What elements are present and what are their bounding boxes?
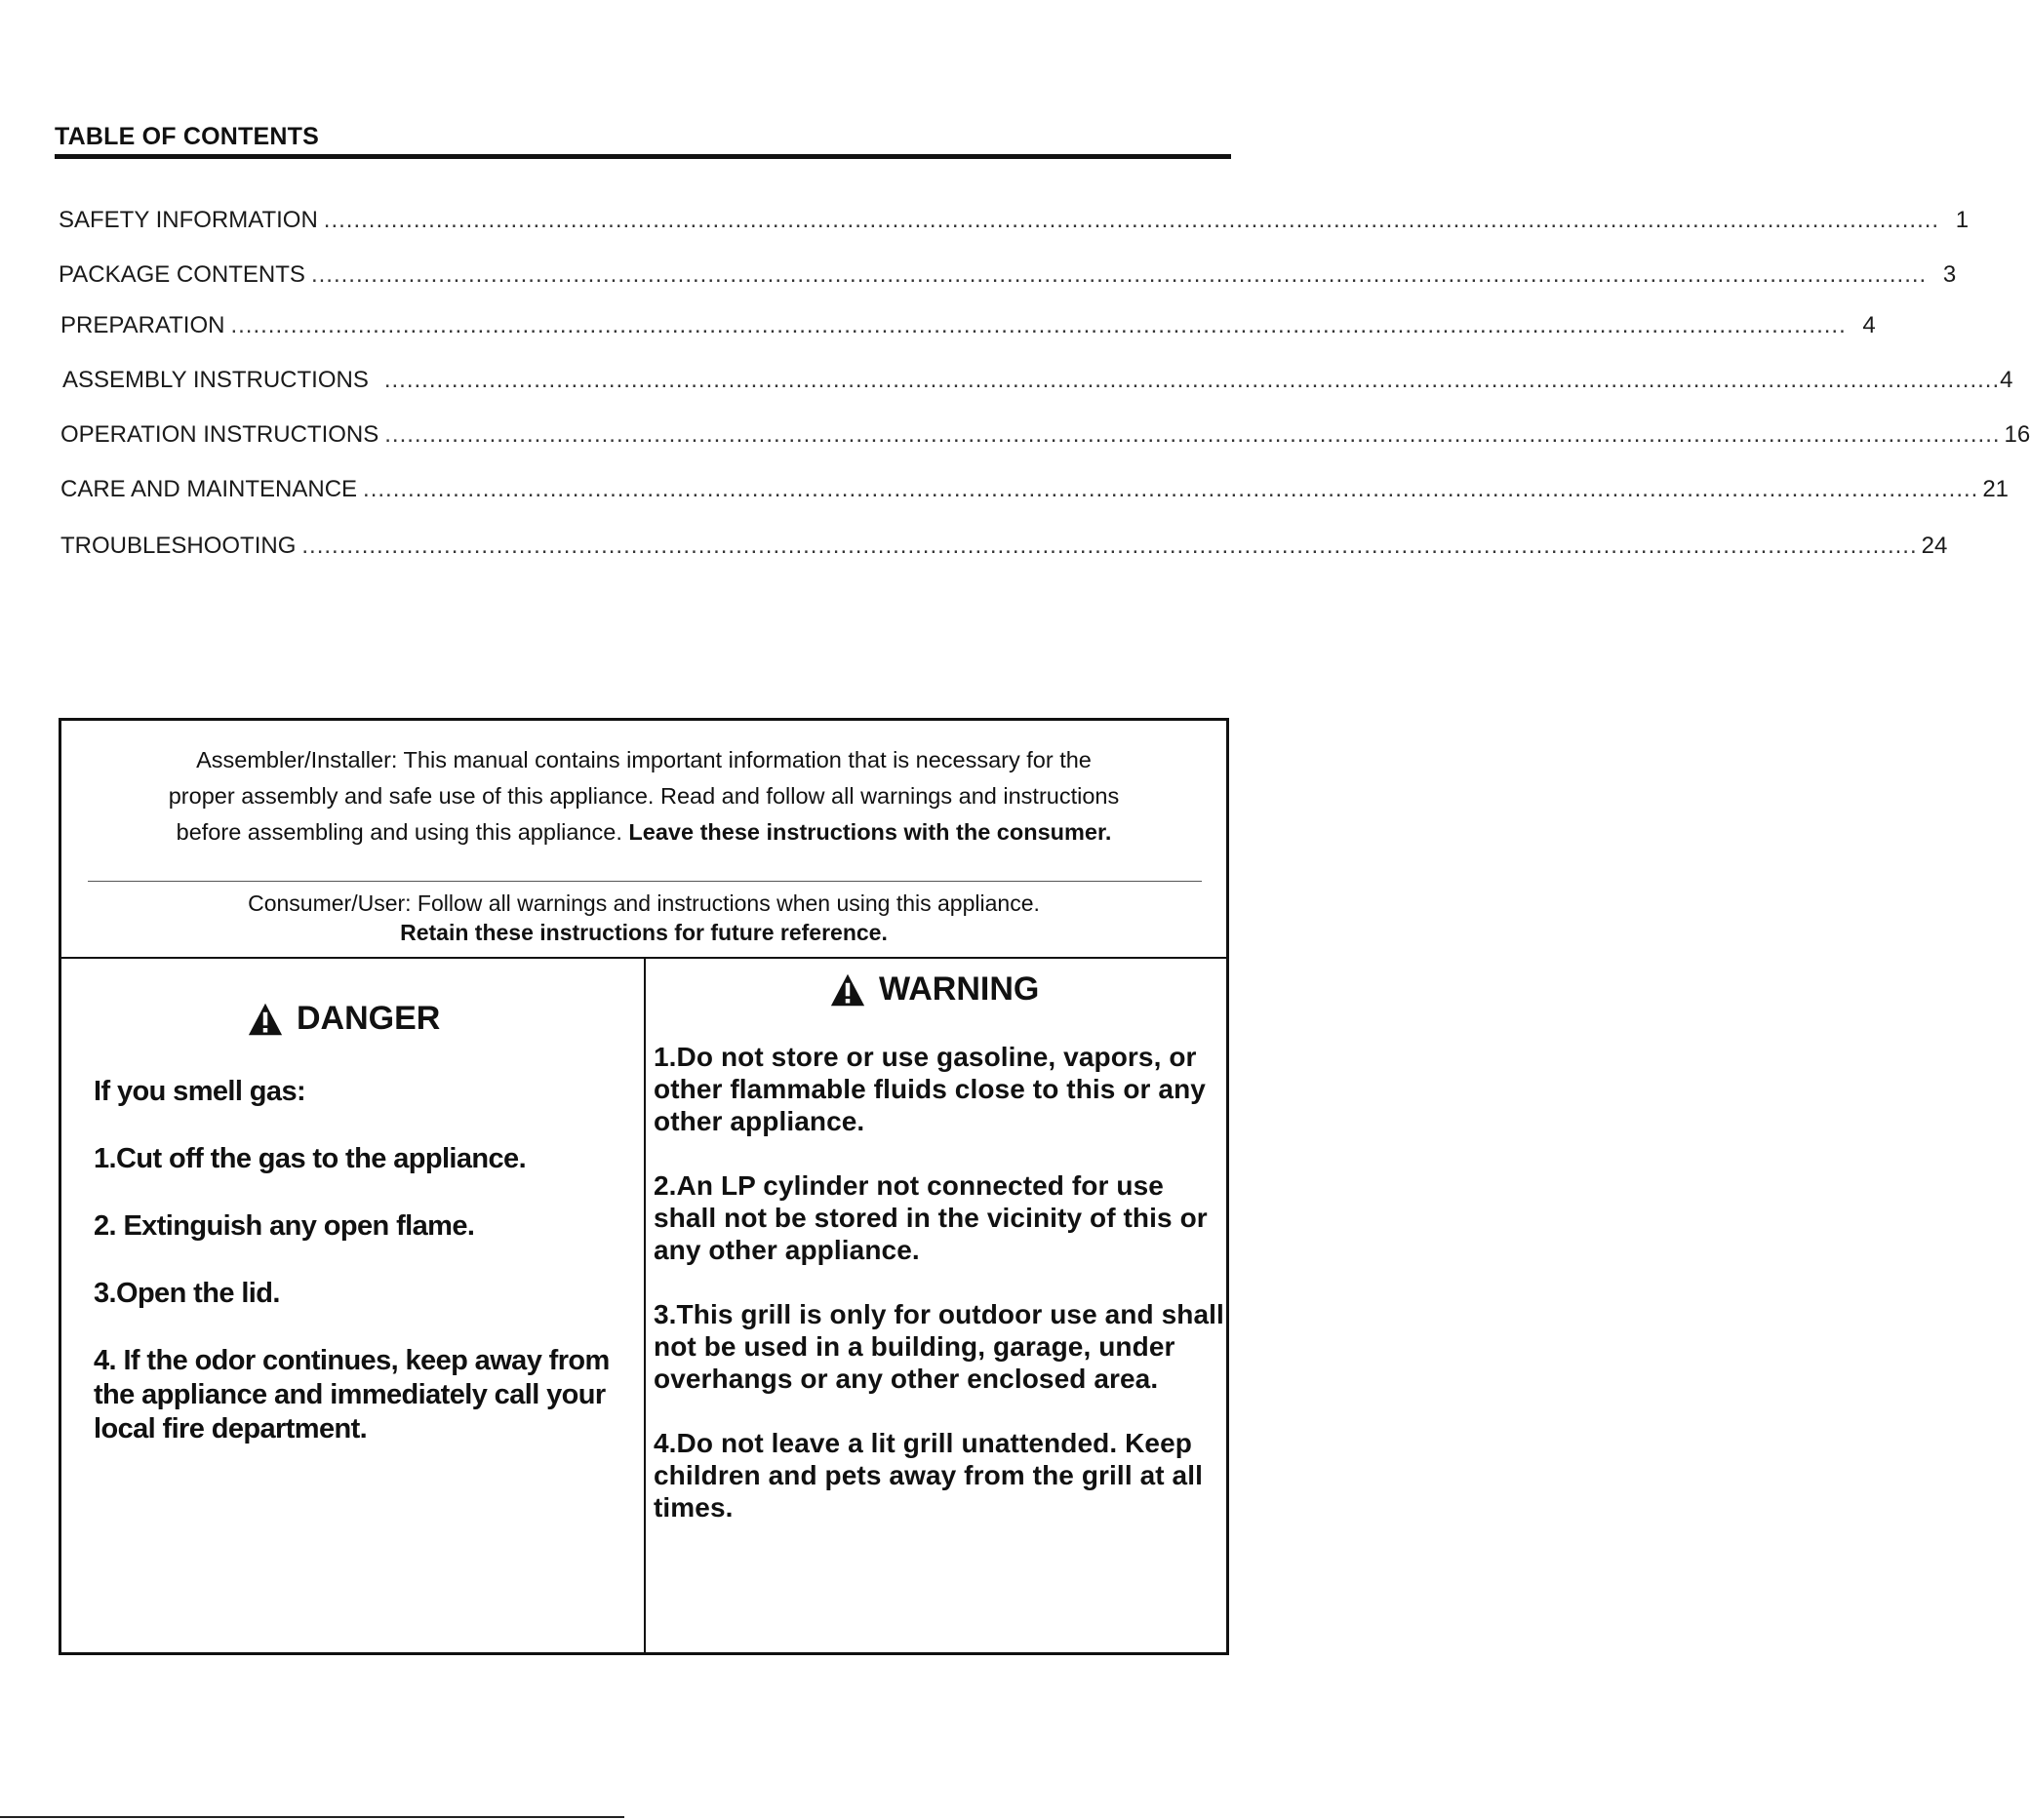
toc-leader-dots: ........................................................................................................................................................................................................................ xyxy=(301,533,1918,559)
danger-item: 4. If the odor continues, keep away from the appliance and immediately call your local fire department. xyxy=(94,1345,610,1444)
page-bottom-rule xyxy=(0,1816,624,1818)
toc-leader-dots: ........................................................................................................................................................................................................................ xyxy=(230,312,1847,338)
installer-line: proper assembly and safe use of this appliance. Read and follow all warnings and instructions xyxy=(168,783,1120,809)
warning-title xyxy=(830,970,1039,1009)
warning-title-text: WARNING xyxy=(879,970,1040,1008)
toc-entry-page: 24 xyxy=(1921,533,1948,559)
toc-entry xyxy=(59,261,1957,295)
toc-entry xyxy=(60,476,2010,509)
warning-item: 1.Do not store or use gasoline, vapors, or other flammable fluids close to this or any other appliance. xyxy=(654,1042,1206,1136)
installer-line xyxy=(61,814,1226,851)
toc-heading: TABLE OF CONTENTS xyxy=(55,123,319,150)
toc-entry-title: CARE AND MAINTENANCE xyxy=(60,476,358,502)
installer-bold-text: Leave these instructions with the consumer. xyxy=(628,819,1112,845)
safety-notice-box xyxy=(59,718,1229,1655)
warning-item: 4.Do not leave a lit grill unattended. Keep children and pets away from the grill at all times. xyxy=(654,1428,1203,1523)
danger-instructions xyxy=(94,1075,625,1480)
warning-item: 3.This grill is only for outdoor use and shall not be used in a building, garage, under overhangs or any other enclosed area. xyxy=(654,1299,1224,1394)
toc-entry-page: 3 xyxy=(1942,261,1957,288)
danger-item: 2. Extinguish any open flame. xyxy=(94,1210,475,1242)
toc-entry-title: ASSEMBLY INSTRUCTIONS xyxy=(62,367,369,393)
danger-intro: If you smell gas: xyxy=(94,1076,306,1107)
toc-entry-title: PREPARATION xyxy=(60,312,225,338)
column-divider xyxy=(644,957,646,1655)
toc-entry xyxy=(59,207,1970,240)
toc-heading-rule xyxy=(55,154,1231,159)
notice-divider xyxy=(88,881,1202,882)
warning-triangle-icon xyxy=(830,972,865,1008)
toc-entry: ASSEMBLY INSTRUCTIONS ........................................................................................................................................................................................................................ 4 xyxy=(62,367,2013,393)
danger-item: 3.Open the lid. xyxy=(94,1278,280,1309)
toc-entry xyxy=(60,421,2030,455)
consumer-notice xyxy=(61,889,1226,947)
warning-triangle-icon xyxy=(248,1002,283,1037)
toc-entry-title: TROUBLESHOOTING xyxy=(60,533,297,559)
toc-leader-dots: ........................................................................................................................................................................................................................ xyxy=(310,261,1928,288)
toc-entry-title: PACKAGE CONTENTS xyxy=(59,261,305,288)
toc-leader-dots: ........................................................................................................................................................................................................................ xyxy=(384,421,2001,448)
installer-line: Assembler/Installer: This manual contains important information that is necessary for the xyxy=(196,747,1092,772)
toc-entry-page: 1 xyxy=(1955,207,1970,233)
installer-line-text: before assembling and using this appliance. xyxy=(176,819,629,845)
warning-instructions xyxy=(654,1041,1229,1556)
toc-entry-page: 16 xyxy=(2004,421,2030,448)
toc-leader-dots: ........................................................................................................................................................................................................................ xyxy=(383,367,2001,393)
toc-entry xyxy=(60,533,1948,566)
toc-entry-title: SAFETY INFORMATION xyxy=(59,207,318,233)
consumer-line: Consumer/User: Follow all warnings and instructions when using this appliance. xyxy=(248,890,1040,916)
warning-item: 2.An LP cylinder not connected for use shall not be stored in the vicinity of this or any other appliance. xyxy=(654,1170,1208,1265)
consumer-bold-text: Retain these instructions for future reference. xyxy=(400,920,888,945)
toc-entry-page: 4 xyxy=(1862,312,1876,338)
toc-entry-page: 21 xyxy=(1982,476,2010,502)
installer-notice xyxy=(61,742,1226,851)
toc-leader-dots: ........................................................................................................................................................................................................................ xyxy=(323,207,1940,233)
toc-leader-dots: ........................................................................................................................................................................................................................ xyxy=(363,476,1979,502)
danger-title-text: DANGER xyxy=(297,1000,441,1037)
toc-entry xyxy=(60,312,1876,345)
toc-entry-title: OPERATION INSTRUCTIONS xyxy=(60,421,379,448)
danger-item: 1.Cut off the gas to the appliance. xyxy=(94,1143,527,1174)
danger-title xyxy=(248,1000,440,1038)
